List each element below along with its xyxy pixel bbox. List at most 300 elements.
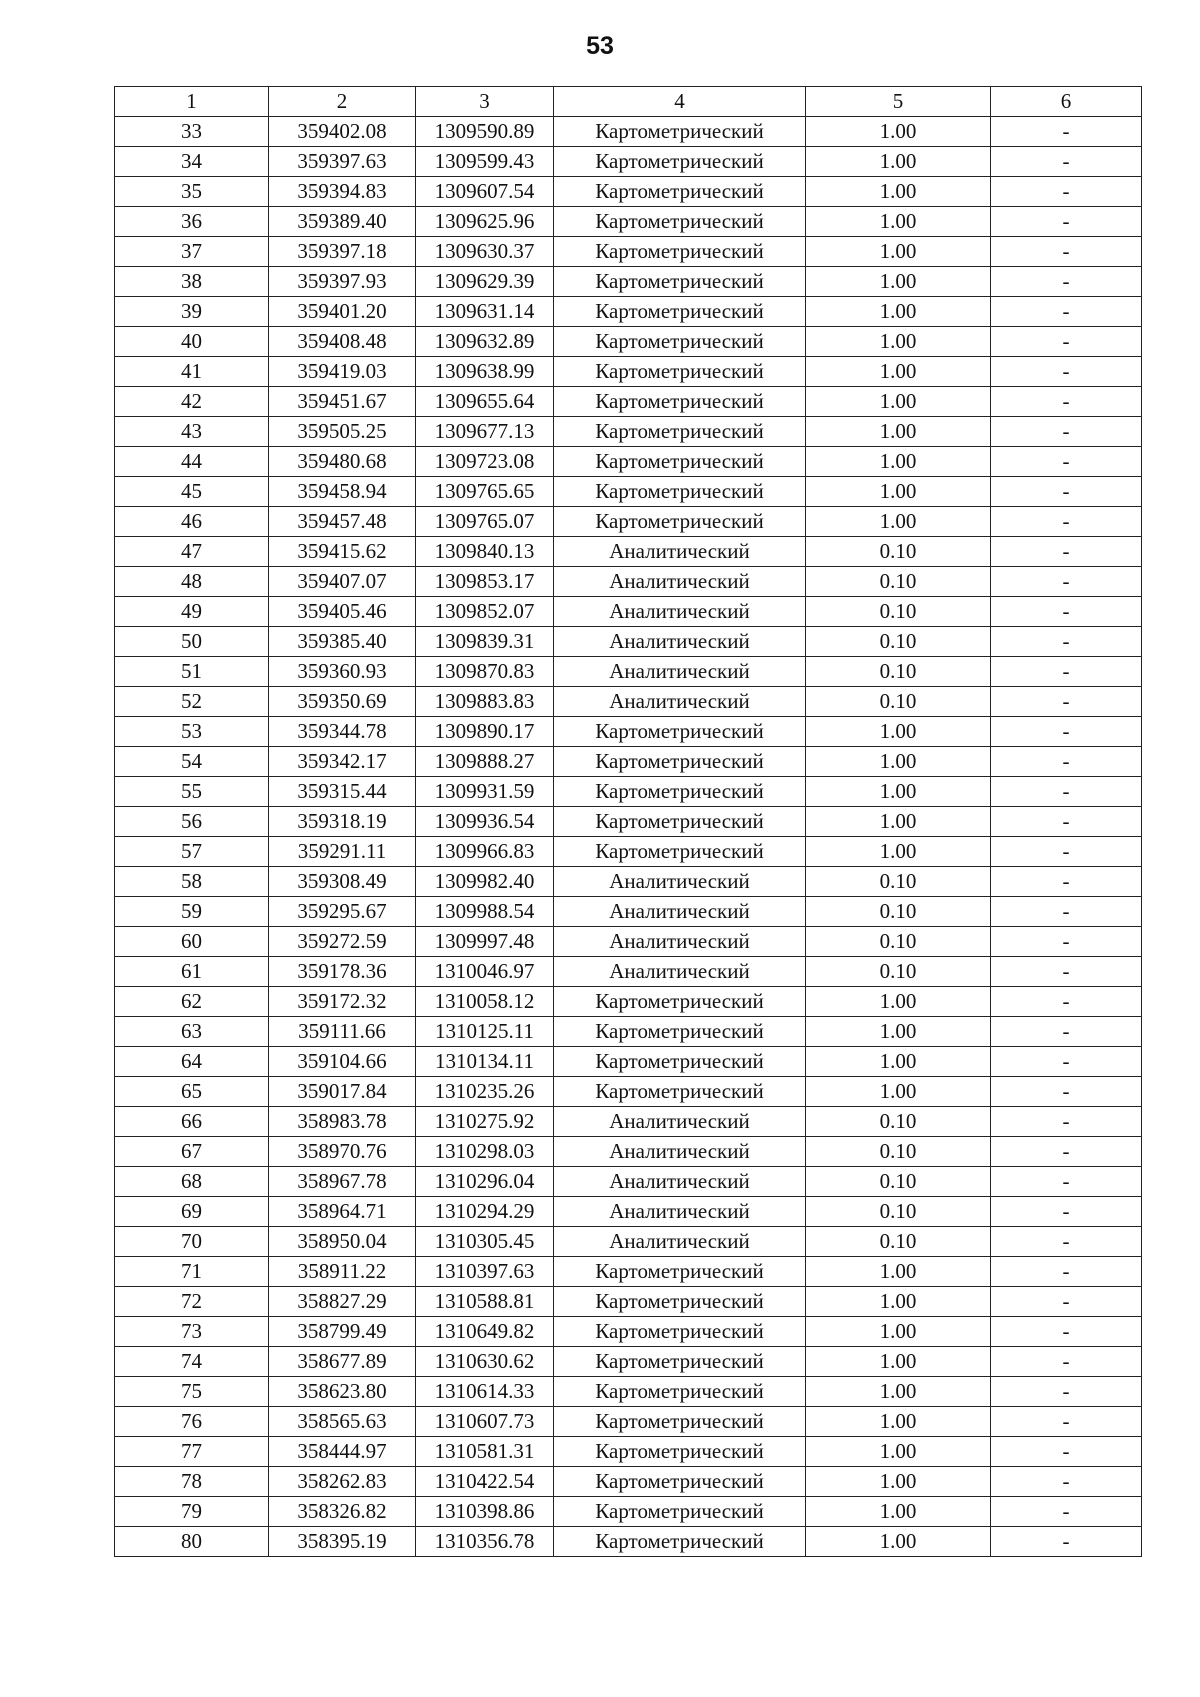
cell-coord-y: 1309890.17 [416,717,554,747]
table-row [115,237,1142,267]
cell-note: - [991,357,1142,387]
cell-coord-x: 358950.04 [269,1227,416,1257]
cell-point-number: 42 [115,387,269,417]
cell-point-number: 58 [115,867,269,897]
cell-point-number: 34 [115,147,269,177]
cell-note: - [991,417,1142,447]
cell-point-number: 60 [115,927,269,957]
cell-accuracy: 0.10 [806,687,991,717]
cell-accuracy: 1.00 [806,1527,991,1557]
cell-method: Аналитический [554,687,806,717]
cell-method: Аналитический [554,1107,806,1137]
cell-coord-y: 1309655.64 [416,387,554,417]
cell-coord-x: 358911.22 [269,1257,416,1287]
cell-note: - [991,777,1142,807]
table-body [115,117,1142,1557]
coordinates-table [114,86,1142,1557]
table-row [115,1137,1142,1167]
cell-point-number: 69 [115,1197,269,1227]
cell-accuracy: 1.00 [806,837,991,867]
cell-accuracy: 1.00 [806,147,991,177]
table-row [115,1377,1142,1407]
cell-note: - [991,657,1142,687]
cell-point-number: 61 [115,957,269,987]
cell-coord-y: 1309966.83 [416,837,554,867]
cell-point-number: 37 [115,237,269,267]
cell-note: - [991,537,1142,567]
table-row [115,1437,1142,1467]
table-row [115,597,1142,627]
cell-accuracy: 1.00 [806,477,991,507]
cell-point-number: 63 [115,1017,269,1047]
cell-note: - [991,177,1142,207]
cell-accuracy: 0.10 [806,1137,991,1167]
cell-accuracy: 1.00 [806,807,991,837]
cell-point-number: 62 [115,987,269,1017]
cell-point-number: 56 [115,807,269,837]
cell-note: - [991,807,1142,837]
cell-point-number: 38 [115,267,269,297]
cell-point-number: 74 [115,1347,269,1377]
cell-accuracy: 1.00 [806,357,991,387]
cell-accuracy: 1.00 [806,1287,991,1317]
cell-method: Картометрический [554,1287,806,1317]
cell-accuracy: 1.00 [806,237,991,267]
cell-method: Картометрический [554,1437,806,1467]
cell-accuracy: 1.00 [806,417,991,447]
cell-accuracy: 0.10 [806,537,991,567]
cell-point-number: 40 [115,327,269,357]
cell-coord-y: 1310134.11 [416,1047,554,1077]
cell-accuracy: 0.10 [806,1197,991,1227]
cell-coord-y: 1309853.17 [416,567,554,597]
table-row [115,657,1142,687]
cell-coord-y: 1309630.37 [416,237,554,267]
cell-note: - [991,1467,1142,1497]
cell-note: - [991,597,1142,627]
cell-accuracy: 0.10 [806,1107,991,1137]
cell-accuracy: 1.00 [806,1437,991,1467]
cell-method: Картометрический [554,387,806,417]
cell-note: - [991,507,1142,537]
table-row [115,1467,1142,1497]
cell-coord-y: 1309988.54 [416,897,554,927]
cell-point-number: 50 [115,627,269,657]
cell-note: - [991,117,1142,147]
cell-coord-x: 358565.63 [269,1407,416,1437]
table-row [115,207,1142,237]
cell-coord-y: 1309931.59 [416,777,554,807]
table-row [115,687,1142,717]
cell-note: - [991,297,1142,327]
table-row [115,177,1142,207]
cell-coord-y: 1309625.96 [416,207,554,237]
cell-coord-y: 1310125.11 [416,1017,554,1047]
cell-method: Картометрический [554,117,806,147]
table-row [115,807,1142,837]
table-header [115,87,1142,117]
cell-note: - [991,1197,1142,1227]
cell-coord-x: 359291.11 [269,837,416,867]
cell-note: - [991,447,1142,477]
cell-accuracy: 1.00 [806,1317,991,1347]
cell-note: - [991,1347,1142,1377]
cell-point-number: 35 [115,177,269,207]
cell-accuracy: 1.00 [806,1377,991,1407]
cell-coord-y: 1310398.86 [416,1497,554,1527]
table-row [115,567,1142,597]
table-row [115,1167,1142,1197]
cell-coord-y: 1310607.73 [416,1407,554,1437]
cell-coord-x: 359402.08 [269,117,416,147]
cell-accuracy: 0.10 [806,597,991,627]
cell-method: Картометрический [554,177,806,207]
cell-coord-x: 359405.46 [269,597,416,627]
cell-method: Картометрический [554,1077,806,1107]
cell-accuracy: 1.00 [806,1047,991,1077]
cell-method: Аналитический [554,957,806,987]
cell-coord-y: 1309982.40 [416,867,554,897]
cell-coord-y: 1309765.07 [416,507,554,537]
cell-method: Картометрический [554,717,806,747]
cell-accuracy: 1.00 [806,717,991,747]
cell-coord-x: 359360.93 [269,657,416,687]
cell-coord-x: 359419.03 [269,357,416,387]
cell-note: - [991,1077,1142,1107]
cell-point-number: 47 [115,537,269,567]
cell-note: - [991,1407,1142,1437]
cell-method: Аналитический [554,1137,806,1167]
cell-accuracy: 1.00 [806,447,991,477]
cell-note: - [991,477,1142,507]
cell-coord-y: 1309765.65 [416,477,554,507]
cell-accuracy: 0.10 [806,927,991,957]
cell-accuracy: 1.00 [806,297,991,327]
cell-accuracy: 0.10 [806,1227,991,1257]
cell-method: Картометрический [554,987,806,1017]
cell-method: Картометрический [554,1047,806,1077]
cell-point-number: 79 [115,1497,269,1527]
cell-note: - [991,867,1142,897]
table-row [115,747,1142,777]
table-row [115,897,1142,927]
cell-accuracy: 1.00 [806,1257,991,1287]
cell-coord-x: 359451.67 [269,387,416,417]
cell-coord-y: 1309997.48 [416,927,554,957]
cell-coord-x: 359480.68 [269,447,416,477]
cell-note: - [991,1227,1142,1257]
cell-accuracy: 1.00 [806,117,991,147]
cell-note: - [991,1167,1142,1197]
cell-point-number: 71 [115,1257,269,1287]
cell-coord-x: 359111.66 [269,1017,416,1047]
cell-accuracy: 0.10 [806,1167,991,1197]
cell-note: - [991,1437,1142,1467]
table-row [115,957,1142,987]
cell-point-number: 57 [115,837,269,867]
cell-method: Картометрический [554,1017,806,1047]
cell-method: Картометрический [554,1347,806,1377]
cell-point-number: 73 [115,1317,269,1347]
cell-note: - [991,207,1142,237]
table-row [115,1407,1142,1437]
cell-method: Картометрический [554,477,806,507]
cell-accuracy: 0.10 [806,627,991,657]
cell-accuracy: 1.00 [806,507,991,537]
cell-coord-x: 358262.83 [269,1467,416,1497]
cell-accuracy: 1.00 [806,1347,991,1377]
header-col-5: 5 [806,87,991,117]
cell-point-number: 75 [115,1377,269,1407]
cell-point-number: 59 [115,897,269,927]
cell-coord-x: 359342.17 [269,747,416,777]
table-row [115,327,1142,357]
cell-accuracy: 0.10 [806,897,991,927]
cell-point-number: 51 [115,657,269,687]
cell-coord-y: 1310294.29 [416,1197,554,1227]
cell-method: Аналитический [554,537,806,567]
cell-coord-x: 359318.19 [269,807,416,837]
table-row [115,417,1142,447]
cell-coord-x: 358326.82 [269,1497,416,1527]
table-row [115,1197,1142,1227]
cell-method: Картометрический [554,1257,806,1287]
cell-point-number: 49 [115,597,269,627]
cell-coord-x: 359350.69 [269,687,416,717]
cell-method: Картометрический [554,297,806,327]
cell-method: Картометрический [554,1377,806,1407]
cell-coord-y: 1309839.31 [416,627,554,657]
cell-method: Аналитический [554,657,806,687]
cell-coord-y: 1309723.08 [416,447,554,477]
cell-point-number: 72 [115,1287,269,1317]
table-row [115,267,1142,297]
cell-note: - [991,1527,1142,1557]
cell-coord-y: 1309590.89 [416,117,554,147]
header-col-1: 1 [115,87,269,117]
cell-method: Картометрический [554,447,806,477]
cell-method: Картометрический [554,417,806,447]
cell-point-number: 41 [115,357,269,387]
cell-note: - [991,387,1142,417]
cell-note: - [991,897,1142,927]
cell-note: - [991,1137,1142,1167]
cell-note: - [991,987,1142,1017]
cell-coord-x: 358827.29 [269,1287,416,1317]
cell-note: - [991,957,1142,987]
cell-method: Аналитический [554,627,806,657]
cell-coord-x: 359295.67 [269,897,416,927]
cell-note: - [991,627,1142,657]
cell-coord-y: 1309936.54 [416,807,554,837]
cell-point-number: 44 [115,447,269,477]
cell-coord-y: 1310614.33 [416,1377,554,1407]
cell-method: Картометрический [554,327,806,357]
cell-note: - [991,1497,1142,1527]
cell-note: - [991,1317,1142,1347]
cell-accuracy: 1.00 [806,777,991,807]
cell-coord-y: 1309599.43 [416,147,554,177]
cell-coord-x: 359344.78 [269,717,416,747]
cell-coord-x: 359389.40 [269,207,416,237]
cell-accuracy: 1.00 [806,1077,991,1107]
cell-note: - [991,1257,1142,1287]
cell-coord-y: 1309870.83 [416,657,554,687]
table-row [115,1107,1142,1137]
cell-coord-y: 1310356.78 [416,1527,554,1557]
cell-method: Картометрический [554,357,806,387]
cell-coord-x: 359017.84 [269,1077,416,1107]
cell-accuracy: 1.00 [806,1407,991,1437]
cell-method: Аналитический [554,897,806,927]
cell-coord-x: 359385.40 [269,627,416,657]
cell-note: - [991,747,1142,777]
cell-coord-y: 1309631.14 [416,297,554,327]
cell-point-number: 45 [115,477,269,507]
cell-note: - [991,927,1142,957]
cell-coord-y: 1309607.54 [416,177,554,207]
cell-point-number: 76 [115,1407,269,1437]
cell-method: Картометрический [554,1317,806,1347]
cell-point-number: 70 [115,1227,269,1257]
cell-coord-x: 359458.94 [269,477,416,507]
cell-note: - [991,1287,1142,1317]
cell-accuracy: 0.10 [806,567,991,597]
table-row [115,537,1142,567]
cell-accuracy: 0.10 [806,867,991,897]
cell-coord-y: 1310581.31 [416,1437,554,1467]
cell-method: Картометрический [554,807,806,837]
table-row [115,1347,1142,1377]
table-row [115,777,1142,807]
table-row [115,1077,1142,1107]
header-col-3: 3 [416,87,554,117]
cell-method: Аналитический [554,1167,806,1197]
table-row [115,1497,1142,1527]
cell-method: Картометрический [554,1497,806,1527]
table-row [115,1317,1142,1347]
header-col-2: 2 [269,87,416,117]
cell-note: - [991,267,1142,297]
cell-note: - [991,837,1142,867]
cell-coord-x: 358967.78 [269,1167,416,1197]
table-row [115,1017,1142,1047]
cell-coord-y: 1310649.82 [416,1317,554,1347]
cell-point-number: 53 [115,717,269,747]
cell-coord-y: 1309883.83 [416,687,554,717]
cell-point-number: 33 [115,117,269,147]
cell-point-number: 36 [115,207,269,237]
cell-coord-y: 1310235.26 [416,1077,554,1107]
table-row [115,297,1142,327]
cell-coord-y: 1309677.13 [416,417,554,447]
cell-coord-x: 358983.78 [269,1107,416,1137]
cell-coord-x: 359407.07 [269,567,416,597]
cell-note: - [991,237,1142,267]
cell-coord-x: 359397.93 [269,267,416,297]
table-row [115,1287,1142,1317]
table-row [115,477,1142,507]
cell-coord-y: 1310630.62 [416,1347,554,1377]
cell-coord-y: 1309852.07 [416,597,554,627]
header-col-6: 6 [991,87,1142,117]
cell-accuracy: 1.00 [806,207,991,237]
table-row [115,447,1142,477]
table-row [115,387,1142,417]
cell-point-number: 39 [115,297,269,327]
cell-note: - [991,327,1142,357]
cell-coord-y: 1310275.92 [416,1107,554,1137]
table-row [115,117,1142,147]
cell-point-number: 43 [115,417,269,447]
cell-coord-x: 359178.36 [269,957,416,987]
table-row [115,1257,1142,1287]
cell-coord-y: 1310296.04 [416,1167,554,1197]
cell-coord-y: 1309840.13 [416,537,554,567]
cell-accuracy: 1.00 [806,177,991,207]
cell-coord-x: 359104.66 [269,1047,416,1077]
cell-accuracy: 1.00 [806,327,991,357]
cell-method: Картометрический [554,507,806,537]
cell-point-number: 67 [115,1137,269,1167]
table-row [115,507,1142,537]
header-col-4: 4 [554,87,806,117]
table-row [115,627,1142,657]
cell-coord-y: 1310058.12 [416,987,554,1017]
table-row [115,147,1142,177]
cell-coord-x: 359408.48 [269,327,416,357]
cell-coord-y: 1310422.54 [416,1467,554,1497]
cell-coord-y: 1309629.39 [416,267,554,297]
cell-method: Аналитический [554,867,806,897]
cell-coord-x: 358623.80 [269,1377,416,1407]
cell-coord-x: 359415.62 [269,537,416,567]
cell-coord-x: 358799.49 [269,1317,416,1347]
cell-note: - [991,1377,1142,1407]
cell-coord-x: 359401.20 [269,297,416,327]
cell-method: Картометрический [554,1407,806,1437]
cell-method: Картометрический [554,237,806,267]
cell-coord-y: 1309632.89 [416,327,554,357]
cell-coord-x: 358970.76 [269,1137,416,1167]
cell-coord-x: 359397.18 [269,237,416,267]
cell-coord-x: 358677.89 [269,1347,416,1377]
cell-coord-x: 359457.48 [269,507,416,537]
cell-point-number: 78 [115,1467,269,1497]
cell-point-number: 77 [115,1437,269,1467]
cell-coord-y: 1310588.81 [416,1287,554,1317]
cell-coord-x: 358395.19 [269,1527,416,1557]
cell-point-number: 65 [115,1077,269,1107]
table-row [115,927,1142,957]
table-row [115,1047,1142,1077]
cell-method: Аналитический [554,927,806,957]
cell-method: Картометрический [554,777,806,807]
table-row [115,867,1142,897]
cell-point-number: 68 [115,1167,269,1197]
cell-note: - [991,567,1142,597]
table-row [115,1527,1142,1557]
cell-note: - [991,1017,1142,1047]
page-number: 53 [586,32,614,60]
cell-method: Картометрический [554,147,806,177]
cell-point-number: 80 [115,1527,269,1557]
cell-coord-x: 359272.59 [269,927,416,957]
cell-point-number: 64 [115,1047,269,1077]
cell-method: Картометрический [554,1527,806,1557]
cell-accuracy: 0.10 [806,657,991,687]
cell-coord-x: 358444.97 [269,1437,416,1467]
